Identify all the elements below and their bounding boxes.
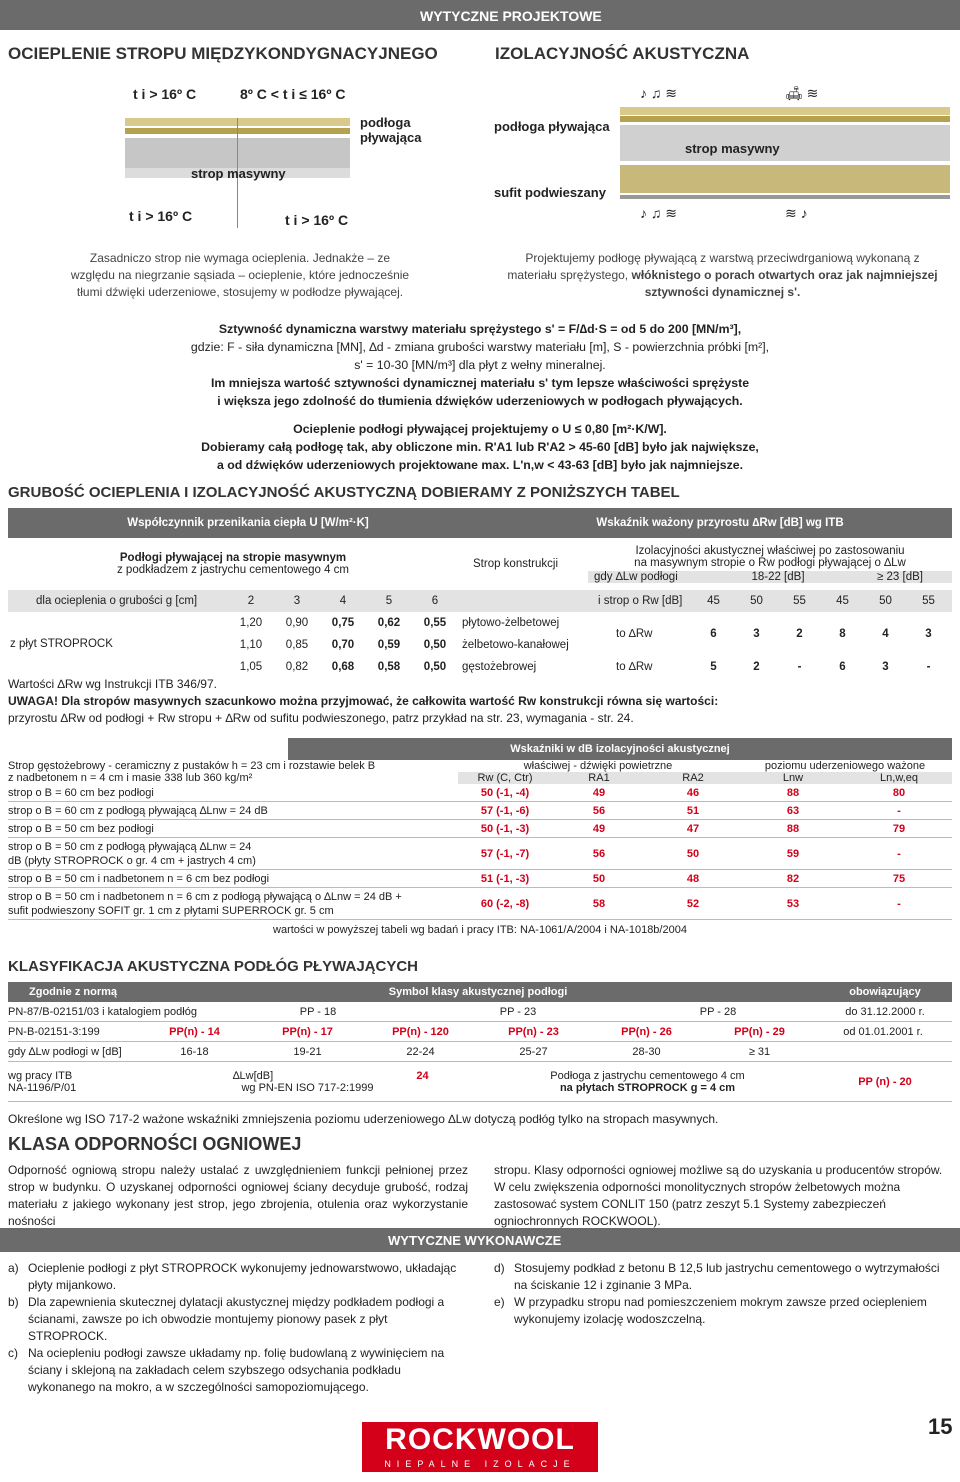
label-floor: podłoga pływająca [360,115,422,145]
t2-v-1-1: 56 [592,804,606,817]
t3-r3v-1: 19-21 [293,1045,322,1058]
t2-v-4-2: 48 [686,872,700,885]
d-0-0: 6 [710,628,717,640]
t2-v-1-4: - [897,804,901,817]
t2-v-2-2: 47 [686,822,700,835]
formula-line-7: Dobieramy całą podłogę tak, aby obliczone min. R'A1 lub R'A2 > 45-60 [dB] było jak największe, [201,440,759,454]
exec-left [8,1260,470,1396]
t3-r2v-2: PP(n) - 120 [392,1025,449,1038]
d-0-3: 8 [839,628,846,640]
t2-col-2: RA2 [682,772,704,784]
fire-right: stropu. Klasy odporności ogniowej możliwe są do uzyskania u producentów stropów. W celu zwiększenia odporności monolitycznych stropów żelbetowych można zastosować system CONLIT 150 (patrz zeszyt 5.1 Systemy zabezpieczeń ogniochronnych ROCKWOOL). [494,1163,943,1228]
t2-col-3: Lnw [782,772,804,784]
t2-l-1: strop o B = 60 cm z podłogą pływającą ∆Lnw = 24 dB [8,804,268,817]
gdy-row [588,571,952,583]
rw-2: 55 [793,595,806,607]
t3-r3v-3: 25-27 [519,1045,548,1058]
note-2: UWAGA! Dla stropów masywnych szacunkowo można przyjmować, że całkowita wartość Rw konstrukcji równa się wartości: [8,694,719,708]
table3-title: KLASYFIKACJA AKUSTYCZNA PODŁÓG PŁYWAJĄCYCH [8,958,419,975]
t3-h2: Symbol klasy akustycznej podłogi [388,986,568,998]
u-0-1: 0,90 [285,617,309,629]
rw-3: 45 [836,595,849,607]
t2-v-4-4: 75 [892,872,906,885]
t3-r1d: do 31.12.2000 r. [845,1005,925,1018]
table1-title: GRUBOŚĆ OCIEPLENIA I IZOLACYJNOŚĆ AKUSTYCZNĄ DOBIERAMY Z PONIŻSZYCH TABEL [8,484,680,501]
exec-right [494,1260,952,1328]
t2-v-3-2: 50 [686,847,700,860]
u-2-4: 0,50 [423,661,447,673]
page-number: 15 [928,1414,953,1439]
t2-grp1: właściwej - dźwięki powietrzne [523,760,673,772]
d-0-4: 4 [882,628,889,640]
t3-h1: Zgodnie z normą [29,986,117,998]
t2-row-1 [8,802,952,820]
exec-item-d: d) Stosujemy podkład z betonu B 12,5 lub jastrychu cementowego o wytrzymałości na ściskanie 12 i zginanie 3 MPa. [494,1260,952,1294]
d-0-2: 2 [796,628,803,640]
t3-r4-mid [138,1070,477,1094]
d-2-2: - [797,661,802,673]
exec-b: Dla zapewnienia skutecznej dylatacji akustycznej między podkładem podłogi a ścianami, zawsze po ich obwodzie montujemy pionowy pasek z płyt STROPROCK. [28,1295,445,1343]
r-label-ceiling: sufit podwieszany [494,185,606,200]
u-2-3: 0,58 [377,661,401,673]
rockwool-logo [362,1422,598,1472]
d-row-0 [588,623,950,645]
gdy-r1: 18-22 [dB] [751,571,805,583]
table3 [8,982,952,1102]
t3-r1l: PN-87/B-02151/03 i katalogiem podłóg [8,1005,197,1018]
u-1-4: 0,50 [423,639,447,651]
t2-v-0-0: 50 (-1, -4) [480,786,530,799]
u-2-0: 1,05 [239,661,263,673]
exec-item-c: c) Na ociepleniu podłogi zawsze układamy np. folię budowlaną z wywinięciem na ściany i sklejoną na zakładach celem szybszego odsychania podkładu wykonanego na mokro, a w szczególności samopoziomującego. [8,1345,470,1396]
rw-1: 50 [750,595,763,607]
t2-l-2: strop o B = 50 cm bez podłogi [8,822,154,835]
t2-col-1: RA1 [588,772,610,784]
u-1-3: 0,59 [377,639,401,651]
type-0: płytowo-żelbetowej [462,617,560,629]
left-diagram [125,80,425,230]
impact-icon-bottom: ≋ ♪ [785,205,808,221]
t2-l-0: strop o B = 60 cm bez podłogi [8,786,154,799]
t2-groups [458,760,952,784]
t3-r3v-0: 16-18 [180,1045,209,1058]
dla-label: dla ocieplenia o grubości g [cm] [36,595,198,607]
temp-cond-1: t i > 16º C [133,86,197,102]
t2-v-3-3: 59 [786,847,800,860]
type-1: żelbetowo-kanałowej [462,639,569,651]
t3-r3v-2: 22-24 [406,1045,435,1058]
table1-subheader [8,538,952,590]
t2-row-5 [8,888,952,920]
logo-brand: ROCKWOOL [385,1423,575,1456]
table1-head-right: Wskaźnik ważony przyrostu ∆Rw [dB] wg ITB [596,517,844,529]
t2-head-a: Strop gęstożebrowy - ceramiczny z pustaków h = 23 cm i rozstawie belek B [8,760,376,772]
t2-row-4 [8,870,952,888]
t3-row-2 [8,1022,952,1042]
d-row-2 [588,656,950,678]
u-0-0: 1,20 [239,617,263,629]
exec-d: Stosujemy podkład z betonu B 12,5 lub jastrychu cementowego o wytrzymałości na ściskanie 12 i zginanie 3 MPa. [514,1261,940,1292]
rw-values [692,595,952,607]
u-0-3: 0,62 [377,617,401,629]
fire-left: Odporność ogniową stropu należy ustalać z uwzględnieniem funkcji pełnionej przez strop w budynku. O uzyskanej odporności ogniowej ściany decyduje grubość, rodzaj materiału z jakiego wykonany jest strop, jego zbrojenia, otulenia oraz wykorzystanie nośności [8,1163,468,1228]
note-1: Wartości ∆Rw wg Instrukcji ITB 346/97. [8,677,217,691]
zplyt-label [10,638,113,650]
formula-block [160,320,800,474]
top-banner-text: WYTYCZNE PROJEKTOWE [420,8,602,24]
t3-r4l1: wg pracy ITB [8,1069,73,1082]
t3-r2d: od 01.01.2001 r. [843,1025,923,1038]
t3-r2v-3: PP(n) - 23 [508,1025,559,1038]
t3-r1v-2: PP - 28 [699,1005,737,1018]
logo-tagline: NIEPALNE IZOLACJE [384,1459,576,1469]
r-label-slab: strop masywny [685,141,780,156]
d-2-4: 3 [882,661,889,673]
ceiling-insulation-layer [620,165,950,193]
sound-icon-bottom: ♪ ♫ ≋ [640,205,678,221]
temp-cond-2: 8º C < t i ≤ 16º C [240,86,346,102]
t2-head-left [8,760,458,784]
t2-v-2-4: 79 [892,822,906,835]
sub-right-2: na masywnym stropie o Rw podłogi pływającej o ∆Lw [634,557,906,569]
sub-right [588,545,952,583]
t3-h3: obowiązujący [849,986,921,998]
d-2-3: 6 [839,661,846,673]
rw-5: 55 [922,595,935,607]
temp-cond-4: t i > 16º C [285,212,349,228]
t2-foot: wartości w powyższej tabeli wg badań i pracy ITB: NA-1061/A/2004 i NA-1018b/2004 [273,924,687,936]
t2-row-0 [8,784,952,802]
sound-icon-top: ♪ ♫ ≋ [640,85,678,101]
exec-e: W przypadku stropu nad pomieszczeniem mokrym zawsze przed ociepleniem wykonujemy izolację wodoszczelną. [514,1295,927,1326]
sub-right-1: Izolacyjności akustycznej właściwej po zastosowaniu [635,545,905,557]
exec-banner-text: WYTYCZNE WYKONAWCZE [388,1233,562,1248]
t2-v-5-1: 58 [592,897,606,910]
formula-line-3: s' = 10-30 [MN/m³] dla płyt z wełny mineralnej. [354,358,606,372]
table1-notes [8,676,718,727]
t3-r4d2: na płytach STROPROCK g = 4 cm [559,1081,736,1094]
t3-r3l: gdy ∆Lw podłogi w [dB] [8,1045,122,1058]
t3-r4c: wg PN-EN ISO 717-2:1999 [241,1081,374,1094]
t2-v-3-0: 57 (-1, -7) [480,847,530,860]
t3-r2v-5: PP(n) - 29 [734,1025,785,1038]
t3-r1v-1: PP - 23 [499,1005,537,1018]
formula-line-1: Sztywność dynamiczna warstwy materiału sprężystego s' = F/∆d·S = od 5 do 200 [MN/m³], [218,322,742,336]
t3-row-3 [8,1042,952,1062]
rw-0: 45 [707,595,720,607]
t3-r4l [8,1070,138,1094]
impact-icon-top: 🛋 ≋ [785,85,819,101]
t2-l-5: strop o B = 50 cm i nadbetonem n = 6 cm z podłogą pływającą o ∆Lnw = 24 dB + sufit podwieszony SOFIT gr. 1 cm z płytami SUPERROCK gr. 5 cm [8,890,402,917]
g-2: 4 [339,595,347,607]
u-2-1: 0,82 [285,661,309,673]
t2-v-5-0: 60 (-2, -8) [480,897,530,910]
table1 [8,508,952,678]
exec-a: Ocieplenie podłogi z płyt STROPROCK wykonujemy jednowarstwowo, układając płyty mijankowo. [28,1261,457,1292]
u-0-2: 0,75 [331,617,355,629]
t2-v-2-1: 49 [592,822,606,835]
t3-r1v-0: PP - 18 [299,1005,337,1018]
t2-v-0-3: 88 [786,786,800,799]
u-1-0: 1,10 [239,639,263,651]
formula-line-5: i większa jego zdolność do tłumienia dźwięków uderzeniowych w podłogach pływających. [217,394,743,408]
g-4: 6 [431,595,439,607]
d-0-1: 3 [753,628,760,640]
label-slab: strop masywny [191,166,286,181]
g-1: 3 [293,595,301,607]
t3-row-1 [8,1002,952,1022]
fire-title: KLASA ODPORNOŚCI OGNIOWEJ [8,1134,302,1154]
table3-note: Określone wg ISO 717-2 ważone wskaźniki zmniejszenia poziomu uderzeniowego ∆Lw dotyczą podłóg tylko na stropach masywnych. [8,1112,719,1126]
gdy-r2: ≥ 23 [dB] [877,571,923,583]
formula-line-6: Ocieplenie podłogi pływającej projektujemy o U ≤ 0,80 [m²·K/W]. [293,422,667,436]
type-2: gęstożebrowej [462,661,537,673]
t2-v-2-3: 88 [786,822,800,835]
t3-row-4 [8,1062,952,1102]
table2 [8,738,952,936]
t2-grp2: poziomu uderzeniowego ważone [764,760,926,772]
t3-r4a: ∆Lw[dB] [232,1069,274,1082]
t2-l-3: strop o B = 50 cm z podłogą pływającą ∆Lnw = 24 dB (płyty STROPROCK o gr. 4 cm + jastrych 4 cm) [8,840,256,867]
u-0-4: 0,55 [423,617,447,629]
t3-r2l: PN-B-02151-3:199 [8,1025,100,1038]
t2-v-5-2: 52 [686,897,700,910]
t2-v-0-4: 80 [892,786,906,799]
t2-v-2-0: 50 (-1, -3) [480,822,530,835]
t2-v-1-3: 63 [786,804,800,817]
table1-body [8,612,952,678]
u-2-2: 0,68 [331,661,355,673]
d-0-5: 3 [925,628,932,640]
t2-v-0-2: 46 [686,786,700,799]
right-diagram [490,85,955,240]
t2-col-0: Rw (C, Ctr) [477,772,533,784]
t3-r3v-4: 28-30 [632,1045,661,1058]
t2-v-4-0: 51 (-1, -3) [480,872,530,885]
g-values [228,595,458,607]
exec-item-e: e) W przypadku stropu nad pomieszczeniem mokrym zawsze przed ociepleniem wykonujemy izolację wodoszczelną. [494,1294,952,1328]
t3-r4l2: NA-1196/P/01 [8,1081,77,1094]
t3-r2v-0: PP(n) - 14 [169,1025,220,1038]
u-1-2: 0,70 [331,639,355,651]
sub-left-1: Podłogi pływającej na stropie masywnym [119,552,347,564]
elastic-layer [620,116,950,122]
right-note-b: włóknistego o porach otwartych oraz jak najmniejszej sztywności dynamicznej s'. [631,268,938,299]
row-1 [228,634,588,656]
table1-header [8,508,952,538]
t2-v-0-1: 49 [592,786,606,799]
r-label-floor: podłoga pływająca [494,119,610,134]
t2-head-b: z nadbetonem n = 4 cm i masie 338 lub 360 kg/m² [8,772,253,784]
t2-v-4-1: 50 [592,872,606,885]
table2-subhead [8,760,952,784]
gdy-label: gdy ∆Lw podłogi [594,571,678,583]
table1-grow [8,590,952,612]
g-3: 5 [385,595,393,607]
t2-v-1-0: 57 (-1, -6) [480,804,530,817]
t3-header [8,982,952,1002]
t3-r4d1: Podłoga z jastrychu cementowego 4 cm [550,1069,745,1082]
table2-header: Wskaźniki w dB izolacyjności akustycznej [288,738,952,760]
formula-line-4: Im mniejsza wartość sztywności dynamicznej materiału s' tym lepsze właściwości sprężyste [210,376,750,390]
t2-row-3 [8,838,952,870]
d-2-5: - [926,661,931,673]
formula-line-2: gdzie: F - siła dynamiczna [MN], ∆d - zmiana grubości warstwy materiału [m], S - powierzchnia próbki [m²], [190,340,770,354]
exec-c: Na ociepleniu podłogi zawsze układamy np. folię budowlaną z wywinięciem na ściany i sklejoną na zakładach celem szybszego odsychania podkładu wykonanego na mokro, a w szczególności samopoziomującego. [28,1346,445,1394]
t3-r4d [477,1070,818,1094]
u-1-1: 0,85 [285,639,309,651]
istrop-label: i strop o Rw [dB] [598,595,683,607]
t2-v-5-4: - [897,897,901,910]
left-note: Zasadniczo strop nie wymaga ocieplenia. Jednakże – ze względu na niegrzanie sąsiada – ocieplenie, które jednocześnie tłumi dźwięki uderzeniowe, stosujemy w podłodze pływającej. [70,251,410,299]
massive-slab-layer [620,125,950,161]
t3-r4b: 24 [416,1069,429,1082]
t3-r2v-1: PP(n) - 17 [282,1025,333,1038]
d-2-1: 2 [753,661,760,673]
right-title: IZOLACYJNOŚĆ AKUSTYCZNA [495,44,750,63]
t2-row-2 [8,820,952,838]
t3-r4e: PP (n) - 20 [858,1075,912,1088]
t2-v-4-3: 82 [786,872,800,885]
sub-left-2: z podkładzem z jastrychu cementowego 4 cm [116,564,350,576]
d-2-0: 5 [710,661,717,673]
formula-line-8: a od dźwięków uderzeniowych projektowane max. L'n,w < 43-63 [dB] było jak najmniejsze. [216,458,744,472]
rw-4: 50 [879,595,892,607]
note-3: przyrostu ∆Rw od podłogi + Rw stropu + ∆Rw od sufitu podwieszonego, patrz przykład na str. 23, wymagania - str. 24. [8,711,634,725]
exec-item-b: b) Dla zapewnienia skutecznej dylatacji akustycznej między podkładem podłogi a ścianami, zawsze po ich obwodzie montujemy pionowy pasek z płyt STROPROCK. [8,1294,470,1345]
zplyt-text: z płyt STROPROCK [10,638,113,650]
t2-l-4: strop o B = 50 cm i nadbetonem n = 6 cm bez podłogi [8,872,270,885]
right-note-a: Projektujemy podłogę pływającą z warstwą przeciwdrganiową wykonaną z materiału sprężystego, [507,251,920,282]
t2-v-3-4: - [897,847,901,860]
t3-r3v-5: ≥ 31 [748,1045,771,1058]
floating-floor-layer [620,107,950,115]
to-0: to ∆Rw [616,628,653,640]
suspended-ceiling-layer [620,195,950,199]
t2-col-4: Ln,w,eq [880,772,918,784]
row-2 [228,656,588,678]
left-title: OCIEPLENIE STROPU MIĘDZYKONDYGNACYJNEGO [8,44,438,63]
table1-head-left: Współczynnik przenikania ciepła U [W/m²·K] [127,517,369,529]
g-0: 2 [247,595,255,607]
sub-mid: Strop konstrukcji [473,558,559,570]
t2-v-3-1: 56 [592,847,606,860]
t2-v-5-3: 53 [786,897,800,910]
exec-item-a: a) Ocieplenie podłogi z płyt STROPROCK wykonujemy jednowarstwowo, układając płyty mijankowo. [8,1260,470,1294]
t3-r2v-4: PP(n) - 26 [621,1025,672,1038]
t2-v-1-2: 51 [686,804,700,817]
to-2: to ∆Rw [616,661,653,673]
temp-cond-3: t i > 16º C [129,208,193,224]
sub-left [8,552,458,576]
row-0 [228,612,588,634]
right-note [500,250,945,301]
